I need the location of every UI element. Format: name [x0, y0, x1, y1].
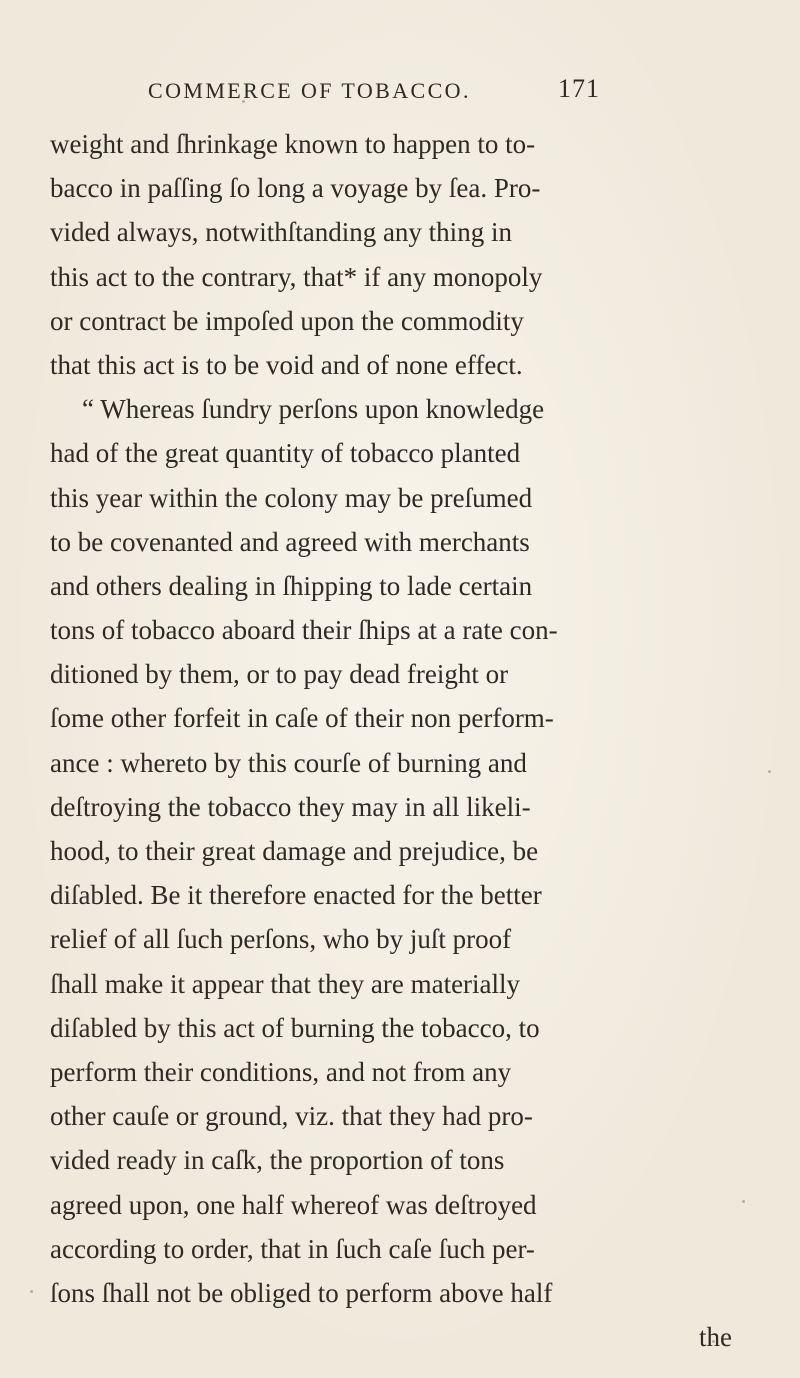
text-line: diſabled by this act of burning the tobacco, to [50, 1012, 540, 1043]
text-line: or contract be impoſed upon the commodity [50, 305, 524, 336]
paper-speck [742, 1200, 745, 1203]
body-text [50, 122, 750, 1359]
text-line: ditioned by them, or to pay dead freight or [50, 659, 509, 690]
catchword: the [699, 1322, 732, 1353]
text-line: vided always, notwithſtanding any thing in [50, 217, 512, 248]
text-line: and others dealing in ſhipping to lade certain [50, 570, 533, 601]
text-line: “ Whereas ſundry perſons upon knowledge [82, 394, 545, 425]
text-line: to be covenanted and agreed with merchants [50, 526, 530, 557]
text-line: tons of tobacco aboard their ſhips at a rate con- [50, 615, 558, 646]
paper-speck [242, 100, 245, 103]
running-title: COMMERCE OF TOBACCO. [148, 78, 471, 103]
running-head [148, 74, 618, 110]
text-line: relief of all ſuch perſons, who by juſt proof [50, 924, 512, 955]
text-line: vided ready in caſk, the proportion of tons [50, 1145, 505, 1176]
text-line: that this act is to be void and of none effect. [50, 349, 523, 380]
paper-speck [768, 770, 771, 773]
text-line: diſabled. Be it therefore enacted for the better [50, 880, 542, 911]
text-line: ſhall make it appear that they are materially [50, 968, 521, 999]
text-line: ance : whereto by this courſe of burning and [50, 747, 527, 778]
text-line: bacco in paſſing ſo long a voyage by ſea. Pro- [50, 173, 541, 204]
text-line: other cauſe or ground, viz. that they had pro- [50, 1101, 533, 1132]
text-line: ſome other forfeit in caſe of their non perform- [50, 703, 554, 734]
text-line: hood, to their great damage and prejudice, be [50, 836, 539, 866]
text-line: weight and ſhrinkage known to happen to to- [50, 129, 536, 159]
text-line: according to order, that in ſuch caſe ſuch per- [50, 1233, 535, 1264]
paper-speck [30, 1290, 33, 1293]
text-line: agreed upon, one half whereof was deſtroyed [50, 1189, 537, 1220]
paper-speck [712, 1340, 715, 1343]
text-line: had of the great quantity of tobacco planted [50, 438, 521, 469]
text-line: perform their conditions, and not from any [50, 1056, 512, 1087]
text-line: ſons ſhall not be obliged to perform above half [50, 1277, 553, 1308]
page-number: 171 [558, 74, 600, 103]
text-line: this year within the colony may be preſumed [50, 482, 533, 513]
text-line: deſtroying the tobacco they may in all likeli- [50, 791, 531, 822]
text-line: this act to the contrary, that* if any monopoly [50, 261, 543, 292]
